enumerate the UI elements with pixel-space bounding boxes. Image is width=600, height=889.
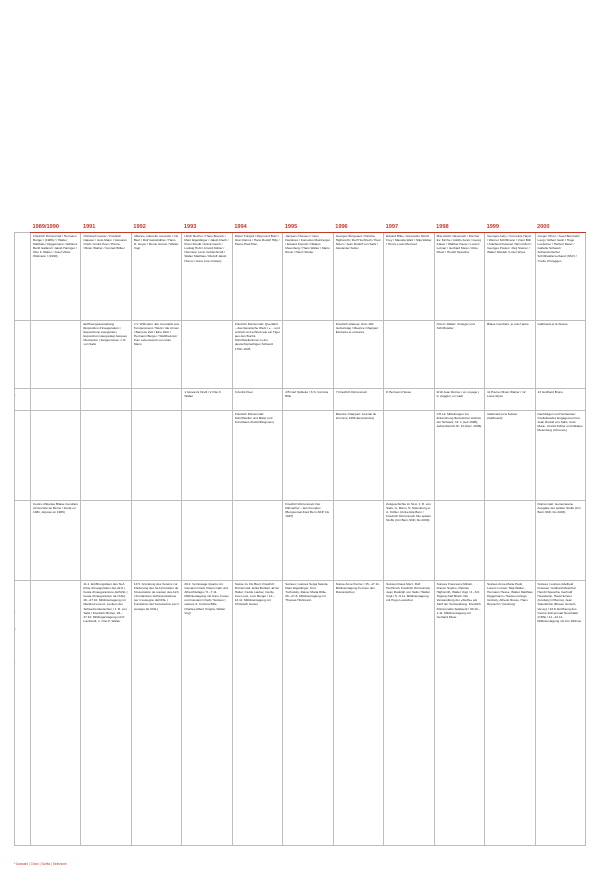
table-cell: Soirée zu Clo Biert, Friedrich Dürrenmatt, Erika Burkart, Ernst Halter, Cécile Lauber, Cécile Ines Loos, Lore Berger / 12.–13.11. Mittlinientagung mit Christoph Geiser [232,581,282,846]
year-header: 1998 [434,224,484,233]
table-cell: Georges Borgeaud / Patricia Highsmith / Rolf Hochhuth / Paul Nizon / Jean Rudolf von Salis / Alexander Sutter [333,233,383,321]
table-cell: 11.1. Eröffnungsfeier des SLA [Fête d'inauguration des ALS | Festa d'inaugurazione dell'ASL | Festa d'inauguraziun da l'ASL] 26.–27.10. Mittlinientagung mit Manfred Lorenz, Lexikon der Schweizerdeutschen / J. R. von Salis / Friedrich Mürset, 26.–27.10. Mittlingarstagung mit P. Lienhardt, u. Otto F. Walter [81,581,131,846]
table-cell: 7 Friedrich Dürrenmatt [333,389,383,411]
table-row [15,411,586,501]
table-cell: Soirée Anne Perrier / 15.–17.11. Mittlinientagung Formen des Rumänischen [333,581,383,846]
table-cell: Georges Aeby / Cornelius Hayer / Werner Schiffmann / Vreni Böll / Adelheid Duvanel / Ernst Meri / Georges Poulet / Jörg Steiner / Walter Weideli / Linus Wyss [485,233,535,321]
table-cell: Friedrich Dürrenmatt / Hermann Burger / (1989) / / Walter Matthias / Diggelmann / Editions Bertil Galland / Jakob Haringer / Otto F. Walter / Josef Viktor Widmann / (1990) [31,233,81,321]
table-cell [131,501,181,581]
table-cell: CH-Lit: Mitteilungen zur Erforschung literarischer Archive der Schweiz, Nr. 1 (seit 1998); Jahresbericht Nr. 10 (Dez. 2008) [434,411,484,501]
table-cell: Dieter Fringeli / Raymond Burri / Gion Darms / Hans Rudolf Hilty / Pierre-Paul Plan [232,233,282,321]
table-cell: Maurice Chappaz: Journal de Lhomme 1996 (Empreintes) [333,411,383,501]
timeline-body [15,233,586,846]
year-header: 1996 [333,224,383,233]
table-cell [81,501,131,581]
table-cell [31,321,81,389]
table-cell [232,501,282,581]
table-row [15,581,586,846]
table-cell: Jacques Chessex / Gion Deplazes / Kornelius Meinberger / Eduard Korrodi / Niklaus Meienberg / Hans Walter / Mario Rossi / Heinz Weder [283,233,333,321]
table-cell: Soirées | soirées Adelheid Duvanel, Gotthard Meierhof, Hendri Spescha, Gerhold Hesskamp, Hansi Ernest (Grobéty) ill Borna), Jean Starobinski (Musée Jenisch, Vevey) / 23.9. Eröffnung des Centre Dürrenmatt Neuchâtel (CDN) / 11.–12.11. Mittlinientagung mit Urs Widmer [535,581,585,846]
table-row [15,233,586,321]
table-cell [384,411,434,501]
timeline-table [14,224,586,846]
year-header: 1992 [131,224,181,233]
table-cell [485,501,535,581]
year-header: 1989/1990 [31,224,81,233]
year-header: 1994 [232,224,282,233]
table-cell: 13 Gotthard Bruno [535,389,585,411]
table-cell: Max Alioth / Eisenach / Zürcher Ev. Kirche / Adolfo Jenni / Georg Kaiser / Walther Kauer / Lorenz Lotmar / Gerhard Meier / Alice Rivaz / Hendri Spescha [434,233,484,321]
table-cell [384,321,434,389]
table-cell: Friedrich Dürrenmatt: Der Mitmacher – Ein Komplex (Bergsonsal-Kant Bern-SKP, bis 1997) [283,501,333,581]
table-cell: Otto F. Walter: Verleger und Schriftsteller [434,321,484,389]
table-cell: Soirées Klaus Merz, Rolf Hochhuth, Friedrich Dürrenmatt, Jean Rudolph von Salis / Walter Vogt / 5.–9.11. Mittlinientagung mit Hugo Loetscher [384,581,434,846]
year-header: 2000 [535,224,585,233]
table-cell [31,581,81,846]
row-label [15,581,17,671]
table-cell: Friedrich Dürrenmatt: Querfahrt – das literarische Werk / «… und schrieb und schrieb wie ein Tiger aus den Buchs: Schriftstellerinnen in der deutschsprachigen Schweiz 1700–1945 [232,321,282,389]
table-cell: Alliance culturelle romande / Clo Biert / Rolf Geissbühler / Hans R. Geyer / Remo Grossi / Walter Vogt [131,233,181,321]
table-cell [434,501,484,581]
table-cell: Friedrich Glauser: Zum 100. Geburtstag / Maurice Chappaz: Écritures et errances [333,321,383,389]
table-cell: Christoph Geiser / Friedrich Glauser / Golo Mann / Giovanni Orelli / André Peer / Pierre-Olivier Walzer / Conrad Wilker [81,233,131,321]
row-label-cell [15,321,31,389]
year-header: 1995 [283,224,333,233]
table-cell: 1 Giovanni Orelli / 2 Otto F. Walter [182,389,232,411]
table-cell: J.V. Widmann. Ein Journalist aus Temperament / Werk / die Armen / Bernese Zeit / Eine Welt / Hermann Burger / Wahlheimat / Zum Lebenswerk von Golo Mann [131,321,181,389]
table-cell [81,411,131,501]
row-label-cell [15,411,31,501]
table-cell [131,411,181,501]
table-cell: Friedrich Dürrenmatt: Schriftsteller und Maler (mit Kunsthaus Zürich/Diogenes) [232,411,282,501]
table-cell [182,411,232,501]
table-cell: Ulrich Becher / Hans Boesch / Marc Eigeldinger / Jakob Flach / Peter Friedli / Frank Geerk / Ludwig Hohl / Arnold Kübler / Hermann Levin Goldschmidt / Walter Matthias / Rudolf Jakob Humm / Anne Lise Grobéty [182,233,232,321]
table-cell: Gallimard et la Suisse (Gallimard) [485,411,535,501]
year-header: 1993 [182,224,232,233]
table-cell [81,389,131,411]
table-cell [31,389,81,411]
table-cell [31,411,81,501]
table-cell: 9/10 Jean Rotrou / en voyage | in viaggio | en viadi [434,389,484,411]
table-cell [333,501,383,581]
footnote: * Auswahl | Choix | Scelta | Selezione [14,862,67,866]
table-cell: Gallimard et la Suisse [535,321,585,389]
row-label-cell [15,581,31,846]
corner-cell [15,224,31,233]
table-cell: Nachfragen und Vordenken: Intellektuelles Engagement bei Jean Rudolf von Salis, Golo Mann, Arnold Kübler und Niklaus Meienberg (Chronos) [535,411,585,501]
table-cell: Soirées Anne-Marie Pauli, Lorenz Lotmar, Silja Walter, Hermann Hesse, Walter Matthias Diggelmann / Sassen-Gringo Grobéty, Alfredo Russo, Hans Ruprecht / (Grobéty) [485,581,535,846]
row-label-cell [15,389,31,411]
table-cell: Zeitgeschichte im SLA: J. R. von Salis, G. Mann, N. Meienberg et A. Kübler (Université Bern / Friedrich Dürrenmatt: Die späten Stoffe (Uni Bern-SNF, bis 2000) [384,501,434,581]
row-label-cell [15,501,31,581]
table-row [15,389,586,411]
table-cell: 11 Pierre-Olivier Walzer / 12 Louis Wyss [485,389,535,411]
year-header: 1991 [81,224,131,233]
table-cell [283,321,333,389]
year-header: 1999 [485,224,535,233]
year-header: 1997 [384,224,434,233]
table-cell: Dürrenmatt: Gemeinsame Ausgabe der späten Stoffe (Uni Bern-SNF, bis 2003) [535,501,585,581]
table-cell [283,411,333,501]
row-label-cell [15,233,31,321]
table-cell: Centre d'Etudes Blaise Cendrars (Université de Berne / fondé en 1981, déposé en 1986) [31,501,81,581]
table-cell [182,321,232,389]
table-cell: Soirées | soirées Sonja Sekula, Marc Eigeldinger, Kurt Tucholsky, Rainer Maria Rilke, 26.–27.8. Mittlinientagung mit Thomas Hürlimann [283,581,333,846]
table-cell: 4/5 Carl Spitteler / 6 S. Corinna Bille [283,389,333,411]
table-cell [182,501,232,581]
table-cell: Gregor Ofner / Josef Bernhard Lang / Gilbert Gelin / Hugo Loetscher / Herbert Meier / Isabelle Schaad / Schweizerischer Schriftstellerverband (SSV) / Yvette Z'Graggen [535,233,585,321]
table-cell: Eröffnungsausstellung [Exposition d'inauguration | Esposizione inaugurale | Exposiziun inaugurala] Jacques Mercanton | Zeitgenossen J. R. von Salis [81,321,131,389]
table-cell: 8 Hermann Hesse [384,389,434,411]
table-cell: 3 André Peer [232,389,282,411]
row-label [15,389,17,397]
table-row [15,321,586,389]
year-header-row [15,224,586,233]
table-cell: Eduard Bilke / Alexandre Moritz Frey / Manella Walz / Silja Walter / Henry-Louis Mermod [384,233,434,321]
table-cell: Soirées Francesco Micieli, Franco Supino, Patricia Highsmith, Walter Vogt / 4.–6.6. Tagung Karl Bluch: Die Verwandlung der «Stoffe» als Stoff der Verwandlung. Friedrich Dürrenmatts Spätwerk / 30.10.–1.11. Mittlinientagung mit Gerhard Meier [434,581,484,846]
table-cell [131,389,181,411]
table-cell: 13.5. Gründung des Vereins zur Förderung des SLA [Création de l'Association de soutien des ALS | Fondazione dell'Associazione per il sostegno dell'ASL | Fundaziun da l'Associaziun per il sustegn da l'ASL] [131,581,181,846]
table-cell: Blaise Cendrars: je suis l'autre [485,321,535,389]
table-row [15,501,586,581]
table-cell: 26.2. Vernissage Quarto mit Giovanni Orelli, Flavio Catti und Alfred Dellago / 6.–7.11. Mittlinientagung mit Anne Cuneo und Giovanni Orelli / Soirées | soirées S. Corinna Bille, Charles-Albert Cingria, Walter Vogt [182,581,232,846]
